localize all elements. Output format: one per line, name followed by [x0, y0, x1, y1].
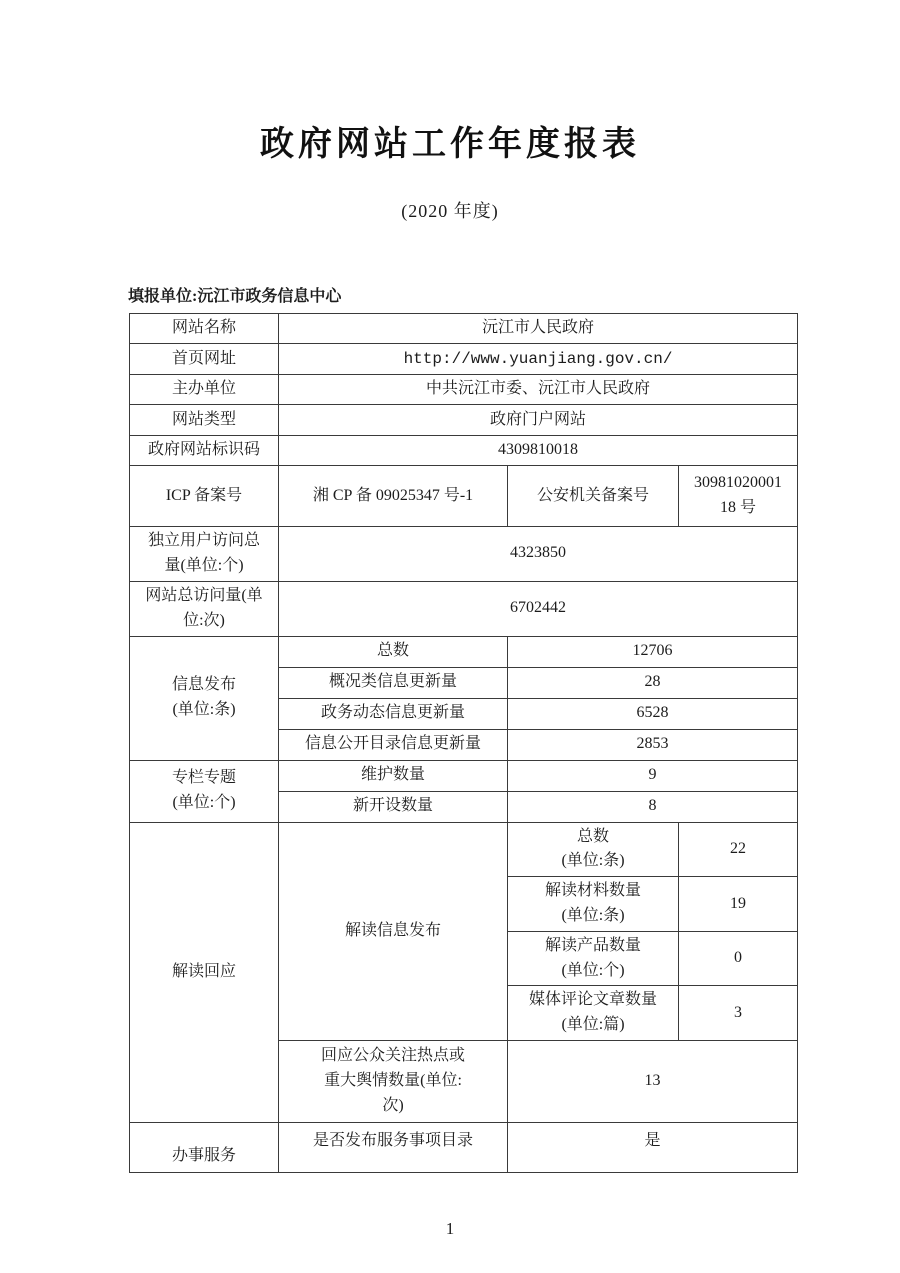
- table-row: [130, 405, 798, 436]
- field-label-homepage-url: 首页网址: [130, 344, 279, 375]
- field-value-icp: 湘 CP 备 09025347 号-1: [279, 466, 508, 527]
- field-value-security-record: [679, 466, 798, 527]
- subgroup-label-interpretation-publish: 解读信息发布: [279, 822, 508, 1040]
- field-value-homepage-url: http://www.yuanjiang.gov.cn/: [279, 344, 798, 375]
- field-label-total-visits: 网站总访问量(单位:次): [130, 581, 279, 636]
- item-label-overview-updates: 概况类信息更新量: [279, 667, 508, 698]
- table-row: [130, 436, 798, 466]
- item-label-interp-products: 解读产品数量 (单位:个): [508, 931, 679, 986]
- item-value-interp-materials: 19: [679, 877, 798, 932]
- table-row: [130, 760, 798, 791]
- item-value-interp-total: 22: [679, 822, 798, 877]
- field-label-site-name: 网站名称: [130, 314, 279, 344]
- security-record-line2: 18 号: [720, 499, 757, 516]
- field-label-security-record: 公安机关备案号: [508, 466, 679, 527]
- item-label-public-hotspot: 回应公众关注热点或重大舆情数量(单位:次): [279, 1040, 508, 1122]
- field-label-sponsor: 主办单位: [130, 375, 279, 405]
- item-value-overview-updates: 28: [508, 667, 798, 698]
- table-row: [130, 636, 798, 667]
- reporting-unit-label: 填报单位:沅江市政务信息中心: [128, 288, 342, 305]
- item-label-newly-opened-count: 新开设数量: [279, 791, 508, 822]
- item-label-gov-news-updates: 政务动态信息更新量: [279, 698, 508, 729]
- item-label-interp-materials: 解读材料数量 (单位:条): [508, 877, 679, 932]
- group-label-interpretation: 解读回应: [130, 822, 279, 1122]
- item-value-newly-opened-count: 8: [508, 791, 798, 822]
- item-label-media-articles: 媒体评论文章数量 (单位:篇): [508, 986, 679, 1041]
- page-number: 1: [445, 1218, 455, 1238]
- security-record-line1: 30981020001: [694, 474, 782, 492]
- item-value-interp-products: 0: [679, 931, 798, 986]
- field-label-unique-visitors: 独立用户访问总量(单位:个): [130, 527, 279, 582]
- annual-report-table: [129, 313, 798, 1173]
- item-label-maintained-count: 维护数量: [279, 760, 508, 791]
- page-title: 政府网站工作年度报表: [260, 124, 640, 164]
- table-row: [130, 822, 798, 877]
- group-label-info-publish: 信息发布 (单位:条): [130, 636, 279, 760]
- field-value-site-type: 政府门户网站: [279, 405, 798, 436]
- field-label-icp: ICP 备案号: [130, 466, 279, 527]
- field-label-site-id-code: 政府网站标识码: [130, 436, 279, 466]
- group-label-special-columns: 专栏专题 (单位:个): [130, 760, 279, 822]
- item-value-maintained-count: 9: [508, 760, 798, 791]
- item-label-service-directory: 是否发布服务事项目录: [279, 1122, 508, 1172]
- table-row: [130, 1122, 798, 1172]
- table-row: [130, 527, 798, 582]
- page-subtitle: (2020 年度): [401, 201, 499, 221]
- item-value-public-hotspot: 13: [508, 1040, 798, 1122]
- field-value-site-id-code: 4309810018: [279, 436, 798, 466]
- field-value-site-name: 沅江市人民政府: [279, 314, 798, 344]
- table-row: [130, 375, 798, 405]
- item-value-media-articles: 3: [679, 986, 798, 1041]
- item-value-service-directory: 是: [508, 1122, 798, 1172]
- group-label-service: 办事服务: [130, 1122, 279, 1172]
- item-label-interp-total: 总数 (单位:条): [508, 822, 679, 877]
- field-label-site-type: 网站类型: [130, 405, 279, 436]
- table-row: [130, 344, 798, 375]
- field-value-total-visits: 6702442: [279, 581, 798, 636]
- item-value-info-total: 12706: [508, 636, 798, 667]
- field-value-unique-visitors: 4323850: [279, 527, 798, 582]
- table-row: [130, 314, 798, 344]
- table-row: [130, 466, 798, 527]
- item-label-info-total: 总数: [279, 636, 508, 667]
- item-value-open-directory-updates: 2853: [508, 729, 798, 760]
- field-value-sponsor: 中共沅江市委、沅江市人民政府: [279, 375, 798, 405]
- table-row: [130, 581, 798, 636]
- item-value-gov-news-updates: 6528: [508, 698, 798, 729]
- item-label-open-directory-updates: 信息公开目录信息更新量: [279, 729, 508, 760]
